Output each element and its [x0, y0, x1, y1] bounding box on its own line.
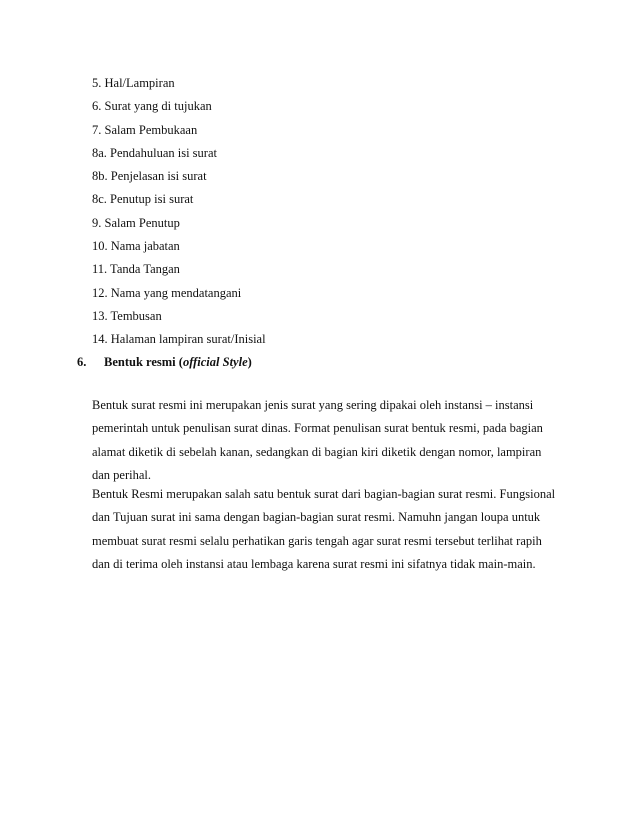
list-item: 11. Tanda Tangan — [92, 262, 180, 277]
list-item: 13. Tembusan — [92, 308, 162, 323]
section-title-italic: official Style — [182, 355, 248, 369]
section-title-close: ) — [247, 355, 252, 369]
list-item: 5. Hal/Lampiran — [92, 76, 175, 90]
paragraph-line: Bentuk Resmi merupakan salah satu bentuk surat dari bagian-bagian surat resmi. Fungsional — [92, 487, 556, 501]
list-item: 8b. Penjelasan isi surat — [92, 169, 207, 184]
list-item: 10. Nama jabatan — [92, 239, 180, 254]
letter-parts-list — [92, 72, 266, 352]
list-item: 14. Halaman lampiran surat/Inisial — [92, 332, 266, 347]
list-item: 9. Salam Penutup — [92, 215, 180, 230]
paragraph-1 — [92, 394, 572, 487]
paragraph-line: alamat diketik di sebelah kanan, sedangkan di bagian kiri diketik dengan nomor, lampiran — [92, 444, 542, 459]
section-heading — [77, 352, 252, 372]
list-item: 12. Nama yang mendatangani — [92, 285, 242, 300]
paragraph-line: dan di terima oleh instansi atau lembaga karena surat resmi ini sifatnya tidak main-main. — [92, 556, 536, 571]
paragraph-line: dan perihal. — [92, 467, 152, 482]
list-item: 8c. Penutup isi surat — [92, 192, 194, 207]
list-item: 8a. Pendahuluan isi surat — [92, 145, 217, 160]
list-item: 6. Surat yang di tujukan — [92, 99, 212, 114]
section-number: 6. — [77, 355, 87, 369]
section-title: Bentuk resmi ( — [104, 355, 183, 369]
list-item: 7. Salam Pembukaan — [92, 122, 198, 137]
paragraph-2 — [92, 483, 572, 576]
paragraph-line: dan Tujuan surat ini sama dengan bagian-bagian surat resmi. Namuhn jangan loupa untuk — [92, 510, 541, 525]
paragraph-line: membuat surat resmi selalu perhatikan garis tengah agar surat resmi tersebut terlihat rapih — [92, 533, 542, 548]
paragraph-line: pemerintah untuk penulisan surat dinas. Format penulisan surat bentuk resmi, pada bagian — [92, 421, 543, 436]
paragraph-line: Bentuk surat resmi ini merupakan jenis surat yang sering dipakai oleh instansi – instansi — [92, 398, 534, 412]
